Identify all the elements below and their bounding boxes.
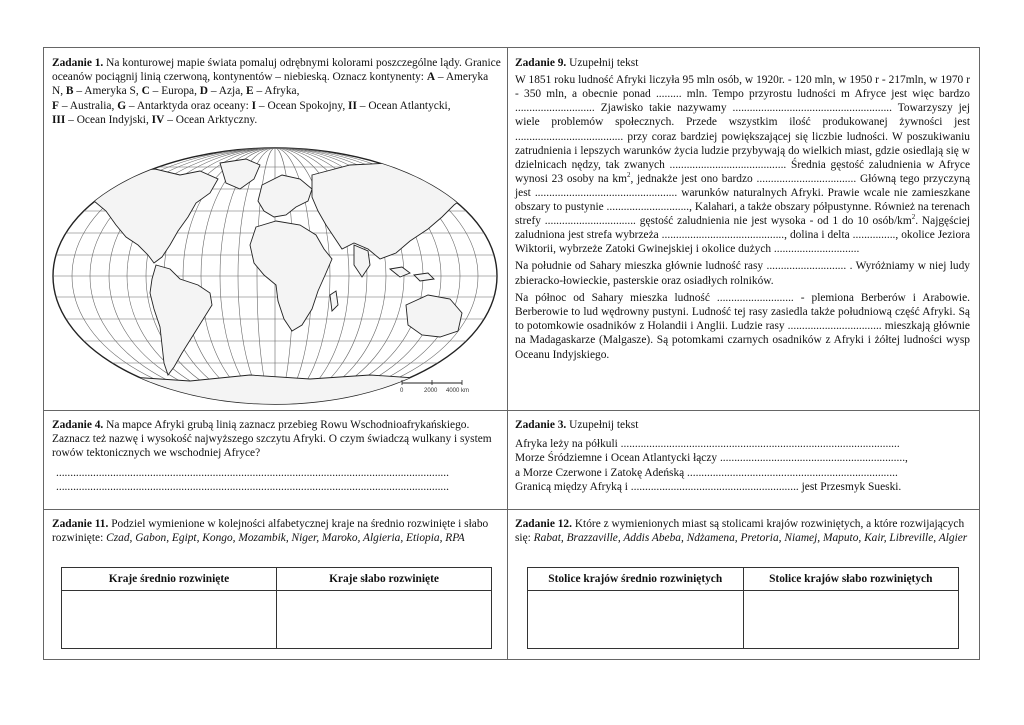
task-9-paragraph-3: Na północ od Sahary mieszka ludność ........................... - plemiona Berberów i Arabowie. Berberowie to lud wędrowny pustyni. Ludność tej rasy zasiedla także południową część Afryki. Są to potomkowie osadników z Holandii i Anglii. Ludzie rasy ................................. mieszkają głównie na Madagaskarze (Malgasze). Są potomkami czarnych osadników z Afryki i żółtej ludności wysp Oceanu Indyjskiego.	[515, 291, 970, 361]
task-9-paragraph-2: Na południe od Sahary mieszka głównie ludność rasy ............................ . Wyróżniamy w niej ludy zbieracko-łowieckie, pasterskie oraz osiadłych rolników.	[515, 260, 970, 287]
task-12-answer-cell-2[interactable]	[743, 591, 959, 649]
task-3-line-2[interactable]: Morze Śródziemne i Ocean Atlantycki łączy .................................................................,	[515, 452, 908, 465]
task-11-table	[61, 567, 492, 649]
task-9-paragraph-1: W 1851 roku ludność Afryki liczyła 95 mln osób, w 1920r. - 120 mln, w 1950 r - 217mln, w 1970 r - 350 mln, a obecnie ponad ......... mln. Tempo przyrostu ludności m Afryce jest więc bardzo ............................ Zjawisko takie nazywamy ........................................................ Towarzyszy jej wiele problemów społecznych. Przede wszystkim ilość produkowanej żywności jest ...................................... przy coraz bardziej powiększającej się liczbie ludności. W poszukiwaniu zatrudnienia i lepszych warunków życia ludzie przybywają do wielkich miast, gdzie osiedlają się w dzielnicach nędzy, tak zwanych ......................................... Średnia gęstość zaludnienia w Afryce wynosi 23 osoby na $km^2$, jednakże jest ono bardzo ................................... Główną tego przyczyną jest .................................................. warunków naturalnych Afryki. Prawie wcale nie zamieszkane obszary to pustynie ............................., Kalahari, a także obszary półpustynne. Również na terenach strefy ................................ gęstość zaludnienia nie jest wysoka - od 1 do 10 osób/$km^2$. Najgęściej zaludniona jest strefa wybrzeża ..........................................., dolina i delta ..............., okolice Jeziora Wiktorii, wybrzeże Zatoki Gwinejskiej i okolice dużych ..............................	[515, 74, 971, 256]
task-4-answer-line-1[interactable]: ..........................................................................................................................................	[56, 466, 449, 479]
task-3-title: Zadanie 3.	[515, 419, 567, 431]
task-3-line-3[interactable]: a Morze Czerwone i Zatokę Adeńską ..........................................................................	[515, 466, 898, 479]
scale-label-2000: 2000	[424, 388, 438, 394]
task-11-answer-cell-2[interactable]	[277, 591, 492, 649]
column-divider	[507, 47, 508, 660]
task-12: Zadanie 12. Które z wymienionych miast są stolicami krajów rozwiniętych, a które rozwijających się: Rabat, Brazzaville, Addis Abeba, Ndżamena, Pretoria, Niamej, Maputo, Kair, Libreville, Algier	[515, 518, 968, 545]
task-3: Zadanie 3. Uzupełnij tekst Afryka leży na półkuli .................................................................................................. Morze Śródziemne i Ocean Atlantycki łączy ................................................................., a Morze Czerwone i Zatokę Adeńską .......................................................................... Granicą między Afryką i ........................................................... jest Przesmyk Sueski.	[515, 418, 970, 494]
task-12-table	[527, 567, 959, 649]
task-4-title: Zadanie 4.	[52, 419, 104, 431]
map-scale-bar	[402, 380, 462, 385]
scale-label-0: 0	[400, 388, 404, 394]
task-1-title: Zadanie 1.	[52, 57, 104, 69]
world-contour-map	[50, 145, 500, 407]
row-divider-1	[43, 410, 980, 411]
task-1: Zadanie 1. Na konturowej mapie świata pomaluj odrębnymi kolorami poszczególne lądy. Granice oceanów pociągnij linią czerwoną, kontynentów – niebieską. Oznacz kontynenty: A – Ameryka N, B – Ameryka S, C – Europa, D – Azja, E – Afryka, F – Australia, G – Antarktyda oraz oceany: I – Ocean Spokojny, II – Ocean Atlantycki, III – Ocean Indyjski, IV – Ocean Arktyczny.	[52, 57, 501, 126]
task-4-answer-line-2[interactable]: ..........................................................................................................................................	[56, 480, 449, 493]
row-divider-2	[43, 509, 980, 510]
task-12-col-header-2: Stolice krajów słabo rozwiniętych	[743, 568, 959, 591]
task-11-answer-cell-1[interactable]	[62, 591, 277, 649]
task-11-col-header-1: Kraje średnio rozwinięte	[62, 568, 277, 591]
task-12-col-header-1: Stolice krajów średnio rozwiniętych	[528, 568, 744, 591]
task-3-line-4[interactable]: Granicą między Afryką i ........................................................... jest Przesmyk Sueski.	[515, 480, 902, 493]
task-4: Zadanie 4. Na mapce Afryki grubą linią zaznacz przebieg Rowu Wschodnioafrykańskiego. Zaznacz też nazwę i wysokość najwyższego szczytu Afryki. O czym świadczą wulkany i system rowów tektonicznych we wschodniej Afryce? .......................................................................................................................................... ..........................................................................................................................................	[52, 418, 502, 494]
scale-label-4000: 4000 km	[446, 388, 470, 394]
task-3-line-1[interactable]: Afryka leży na półkuli ..................................................................................................	[515, 438, 900, 451]
task-11-col-header-2: Kraje słabo rozwinięte	[277, 568, 492, 591]
task-12-city-list: Rabat, Brazzaville, Addis Abeba, Ndżamena, Pretoria, Niamej, Maputo, Kair, Libreville, Algier	[533, 532, 968, 545]
task-9: Zadanie 9. Uzupełnij tekst W 1851 roku ludność Afryki liczyła 95 mln osób, w 1920r. - 120 mln, w 1950 r - 217mln, w 1970 r - 350 mln, a obecnie ponad ......... mln. Tempo przyrostu ludności m Afryce jest więc bardzo ............................ Zjawisko takie nazywamy ........................................................ Towarzyszy jej wiele problemów społecznych. Przede wszystkim ilość produkowanej żywności jest ...................................... przy coraz bardziej powiększającej się liczbie ludności. W poszukiwaniu zatrudnienia i lepszych warunków życia ludzie przybywają do wielkich miast, gdzie osiedlają się w dzielnicach nędzy, tak zwanych ......................................... Średnia gęstość zaludnienia w Afryce wynosi 23 osoby na $km^2$, jednakże jest ono bardzo ................................... Główną tego przyczyną jest .................................................. warunków naturalnych Afryki. Prawie wcale nie zamieszkane obszary to pustynie ............................., Kalahari, a także obszary półpustynne. Również na terenach strefy ................................ gęstość zaludnienia nie jest wysoka - od 1 do 10 osób/$km^2$. Najgęściej zaludniona jest strefa wybrzeża ..........................................., dolina i delta ..............., okolice Jeziora Wiktorii, wybrzeże Zatoki Gwinejskiej i okolice dużych .............................. Na południe od Sahary mieszka głównie ludność rasy ............................ . Wyróżniamy w niej ludy zbieracko-łowieckie, pasterskie oraz osiadłych rolników. Na północ od Sahary mieszka ludność ........................... - plemiona Berberów i Arabowie. Berberowie to lud wędrowny pustyni. Ludność tej rasy zasiedla także południową część Afryki. Są to potomkowie osadników z Holandii i Anglii. Ludzie rasy ................................. mieszkają głównie na Madagaskarze (Malgasze). Są potomkami czarnych osadników z Afryki i żółtej ludności wysp Oceanu Indyjskiego.	[515, 57, 971, 361]
task-11-title: Zadanie 11.	[52, 518, 109, 530]
task-11-country-list: Czad, Gabon, Egipt, Kongo, Mozambik, Niger, Maroko, Algieria, Etiopia, RPA	[106, 532, 465, 545]
task-12-title: Zadanie 12.	[515, 518, 572, 530]
task-11: Zadanie 11. Podziel wymienione w kolejności alfabetycznej kraje na średnio rozwinięte i słabo rozwinięte: Czad, Gabon, Egipt, Kongo, Mozambik, Niger, Maroko, Algieria, Etiopia, RPA	[52, 518, 489, 545]
task-9-title: Zadanie 9.	[515, 57, 567, 69]
task-12-answer-cell-1[interactable]	[528, 591, 744, 649]
